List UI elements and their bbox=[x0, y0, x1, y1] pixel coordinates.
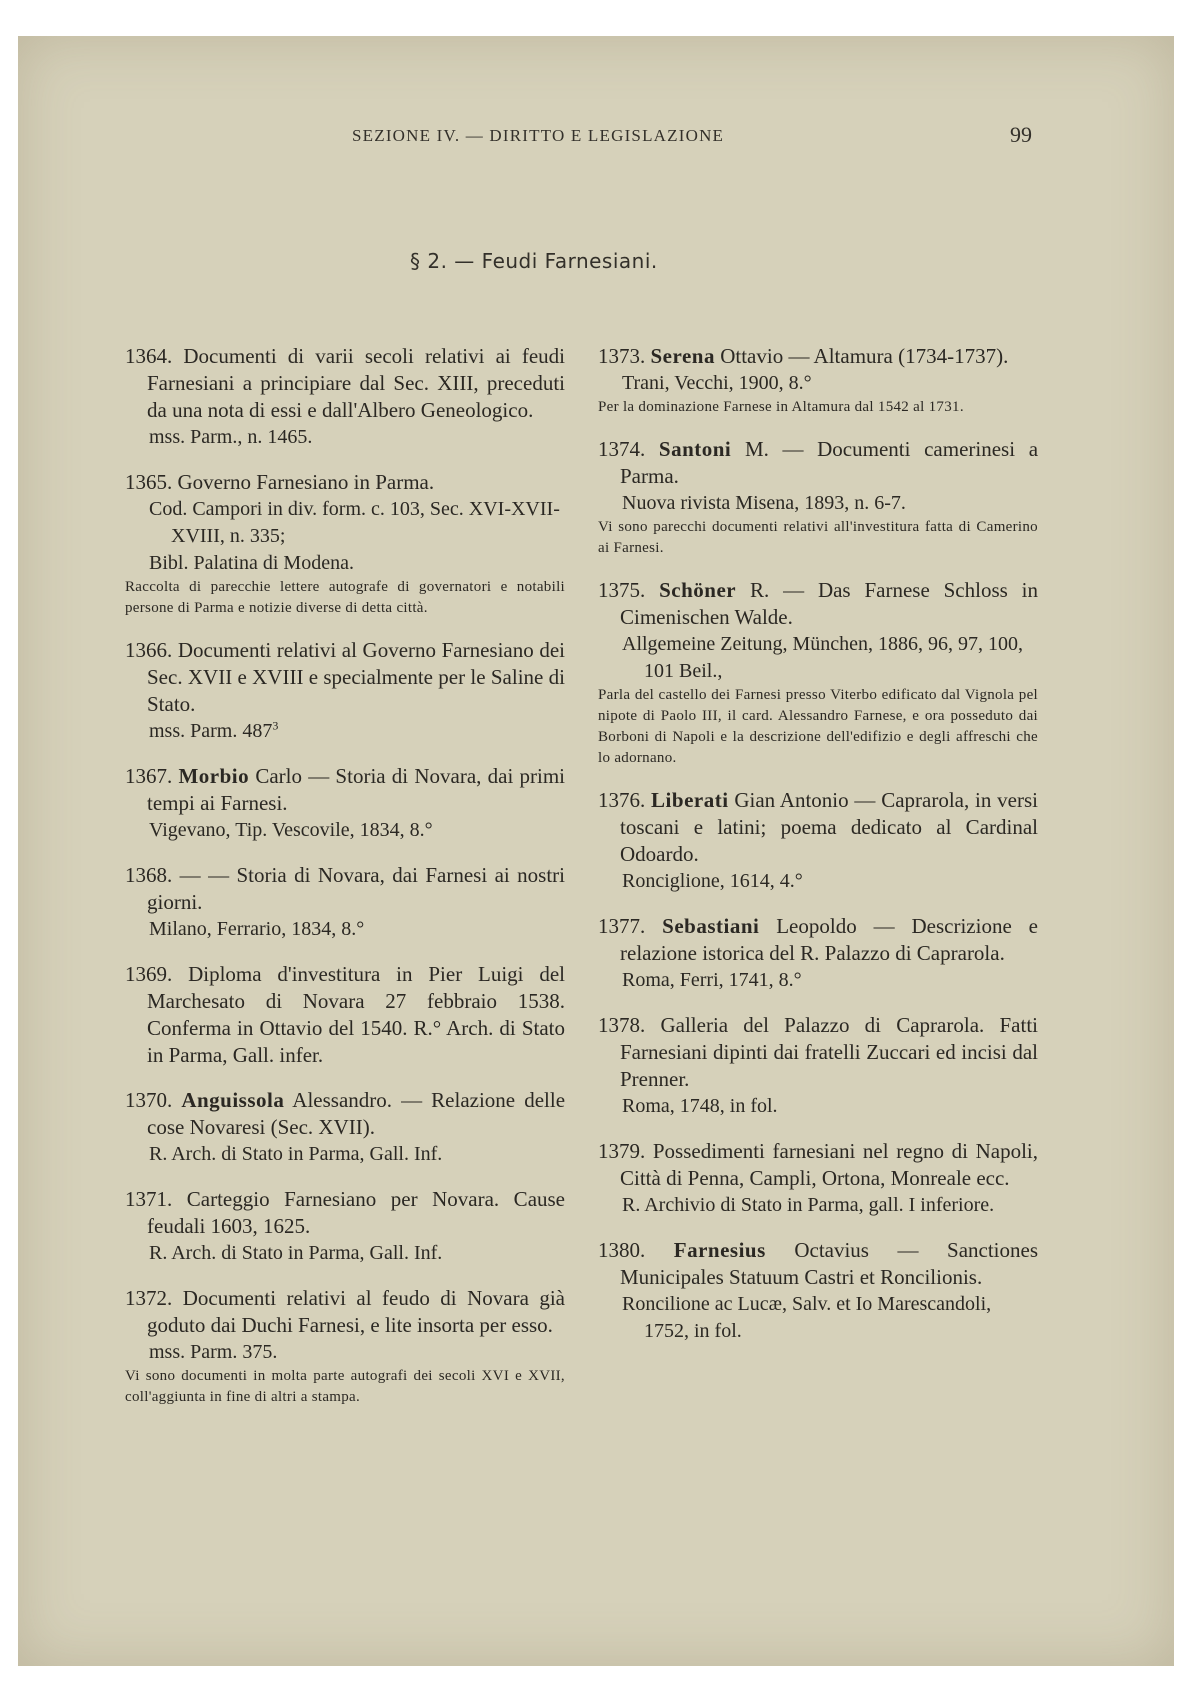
entry-location: Ronciglione, 1614, 4.° bbox=[622, 870, 803, 892]
entry-note: Raccolta di parecchie lettere autografe di governatori e notabili persone di Parma e notizie diverse di detta città. bbox=[125, 579, 565, 616]
entry-author: Sebastiani bbox=[662, 914, 760, 938]
entry-location: Vigevano, Tip. Vescovile, 1834, 8.° bbox=[149, 819, 433, 841]
entry-number: 1367. bbox=[125, 764, 173, 788]
entry-number: 1369. bbox=[125, 962, 173, 986]
entry-note: Vi sono documenti in molta parte autografi dei secoli XVI e XVII, coll'aggiunta in fine di altri a stampa. bbox=[125, 1368, 565, 1405]
entry-location: mss. Parm. 375. bbox=[149, 1341, 278, 1363]
entry-text: Octavius — Sanctiones Municipales Statuum Castri et Roncilionis. bbox=[620, 1238, 1039, 1289]
entry-text: Leopoldo — Descrizione e relazione istorica del R. Palazzo di Caprarola. bbox=[620, 914, 1038, 965]
entry-1370 bbox=[125, 1087, 565, 1168]
entry-location: R. Arch. di Stato in Parma, Gall. Inf. bbox=[149, 1143, 443, 1165]
entry-author: Santoni bbox=[658, 437, 732, 461]
right-column bbox=[598, 343, 1038, 1363]
entry-number: 1375. bbox=[598, 578, 646, 602]
page-number: 99 bbox=[1010, 122, 1032, 147]
entry-number: 1378. bbox=[598, 1013, 646, 1037]
entry-number: 1366. bbox=[125, 638, 173, 662]
entry-1375 bbox=[598, 577, 1038, 769]
entry-text: Diploma d'investitura in Pier Luigi del Marchesato di Novara 27 febbraio 1538. Conferma in Ottavio del 1540. R.° Arch. di Stato in Parma, Gall. infer. bbox=[147, 962, 566, 1067]
entry-number: 1377. bbox=[598, 914, 646, 938]
entry-number: 1371. bbox=[125, 1187, 173, 1211]
entry-location: Trani, Vecchi, 1900, 8.° bbox=[622, 372, 812, 394]
entry-location: Roncilione ac Lucæ, Salv. et Io Marescandoli, 1752, in fol. bbox=[622, 1293, 992, 1342]
entry-1366 bbox=[125, 637, 565, 745]
entry-text: — — Storia di Novara, dai Farnesi ai nostri giorni. bbox=[147, 863, 566, 914]
entry-location: Milano, Ferrario, 1834, 8.° bbox=[149, 918, 365, 940]
entry-text: Carteggio Farnesiano per Novara. Cause feudali 1603, 1625. bbox=[147, 1187, 566, 1238]
entry-text: Documenti di varii secoli relativi ai feudi Farnesiani a principiare dal Sec. XIII, preceduti da una nota di essi e dall'Albero Geneologico. bbox=[147, 344, 565, 422]
entry-text: Carlo — Storia di Novara, dai primi tempi ai Farnesi. bbox=[147, 764, 565, 815]
entry-note: Parla del castello dei Farnesi presso Viterbo edificato dal Vignola pel nipote di Paolo III, il card. Alessandro Farnese, e ora posseduto dai Borboni di Napoli e la descrizione dell'edifizio e degli affreschi che lo adornano. bbox=[598, 687, 1038, 766]
entry-text: Documenti relativi al feudo di Novara già goduto dai Duchi Farnesi, e lite insorta per esso. bbox=[147, 1286, 566, 1337]
entry-1379 bbox=[598, 1138, 1038, 1219]
entry-1364 bbox=[125, 343, 565, 451]
entry-text: Ottavio — Altamura (1734-1737). bbox=[720, 344, 1009, 368]
entry-text: Possedimenti farnesiani nel regno di Napoli, Città di Penna, Campli, Ortona, Monreale ecc. bbox=[620, 1139, 1038, 1190]
entry-location: Bibl. Palatina di Modena. bbox=[149, 552, 354, 574]
entry-number: 1376. bbox=[598, 788, 646, 812]
entry-1380 bbox=[598, 1237, 1038, 1345]
entry-1367 bbox=[125, 763, 565, 844]
superscript: 3 bbox=[272, 718, 279, 733]
page-header bbox=[352, 122, 1032, 147]
entry-note: Vi sono parecchi documenti relativi all'investitura fatta di Camerino ai Farnesi. bbox=[598, 519, 1038, 556]
entry-author: Liberati bbox=[651, 788, 729, 812]
entry-location: Roma, Ferri, 1741, 8.° bbox=[622, 969, 802, 991]
entry-number: 1380. bbox=[598, 1238, 646, 1262]
entry-1369 bbox=[125, 961, 565, 1069]
entry-number: 1372. bbox=[125, 1286, 173, 1310]
entry-number: 1364. bbox=[125, 344, 173, 368]
entry-1368 bbox=[125, 862, 565, 943]
running-title: SEZIONE IV. — DIRITTO E LEGISLAZIONE bbox=[352, 126, 725, 145]
entry-author: Anguissola bbox=[181, 1088, 285, 1112]
entry-1376 bbox=[598, 787, 1038, 895]
entry-1365 bbox=[125, 469, 565, 619]
entry-1377 bbox=[598, 913, 1038, 994]
entry-text: Alessandro. — Relazione delle cose Novaresi (Sec. XVII). bbox=[147, 1088, 566, 1139]
entry-location: Roma, 1748, in fol. bbox=[622, 1095, 778, 1117]
entry-text: Governo Farnesiano in Parma. bbox=[177, 470, 435, 494]
entry-number: 1379. bbox=[598, 1139, 646, 1163]
section-title: § 2. — Feudi Farnesiani. bbox=[410, 249, 658, 273]
entry-location: R. Arch. di Stato in Parma, Gall. Inf. bbox=[149, 1242, 443, 1264]
entry-author: Schöner bbox=[659, 578, 737, 602]
entry-text: Gian Antonio — Caprarola, in versi toscani e latini; poema dedicato al Cardinal Odoardo. bbox=[620, 788, 1038, 866]
entry-location: mss. Parm., n. 1465. bbox=[149, 426, 313, 448]
entry-1371 bbox=[125, 1186, 565, 1267]
entry-1378 bbox=[598, 1012, 1038, 1120]
entry-1372 bbox=[125, 1285, 565, 1408]
entry-text: Documenti relativi al Governo Farnesiano dei Sec. XVII e XVIII e specialmente per le Saline di Stato. bbox=[147, 638, 566, 716]
entry-location: Cod. Campori in div. form. c. 103, Sec. XVI-XVII-XVIII, n. 335; bbox=[149, 498, 560, 547]
entry-text: Galleria del Palazzo di Caprarola. Fatti Farnesiani dipinti dai fratelli Zuccari ed incisi dal Prenner. bbox=[620, 1013, 1038, 1091]
entry-location: R. Archivio di Stato in Parma, gall. I inferiore. bbox=[622, 1194, 995, 1216]
left-column bbox=[125, 343, 565, 1426]
entry-number: 1370. bbox=[125, 1088, 173, 1112]
entry-number: 1374. bbox=[598, 437, 646, 461]
entry-text: R. — Das Farnese Schloss in Cimenischen Walde. bbox=[620, 578, 1038, 629]
entry-number: 1368. bbox=[125, 863, 173, 887]
entry-text: M. — Documenti camerinesi a Parma. bbox=[620, 437, 1039, 488]
entry-location: Nuova rivista Misena, 1893, n. 6-7. bbox=[622, 492, 906, 514]
entry-number: 1365. bbox=[125, 470, 173, 494]
entry-author: Farnesius bbox=[673, 1238, 766, 1262]
entry-location: Allgemeine Zeitung, München, 1886, 96, 97, 100, 101 Beil., bbox=[622, 633, 1024, 682]
entry-1373 bbox=[598, 343, 1038, 418]
entry-author: Serena bbox=[650, 344, 715, 368]
entry-author: Morbio bbox=[178, 764, 250, 788]
entry-note: Per la dominazione Farnese in Altamura dal 1542 al 1731. bbox=[598, 399, 964, 415]
entry-number: 1373. bbox=[598, 344, 646, 368]
entry-1374 bbox=[598, 436, 1038, 559]
entry-location: mss. Parm. 487 bbox=[149, 720, 273, 742]
